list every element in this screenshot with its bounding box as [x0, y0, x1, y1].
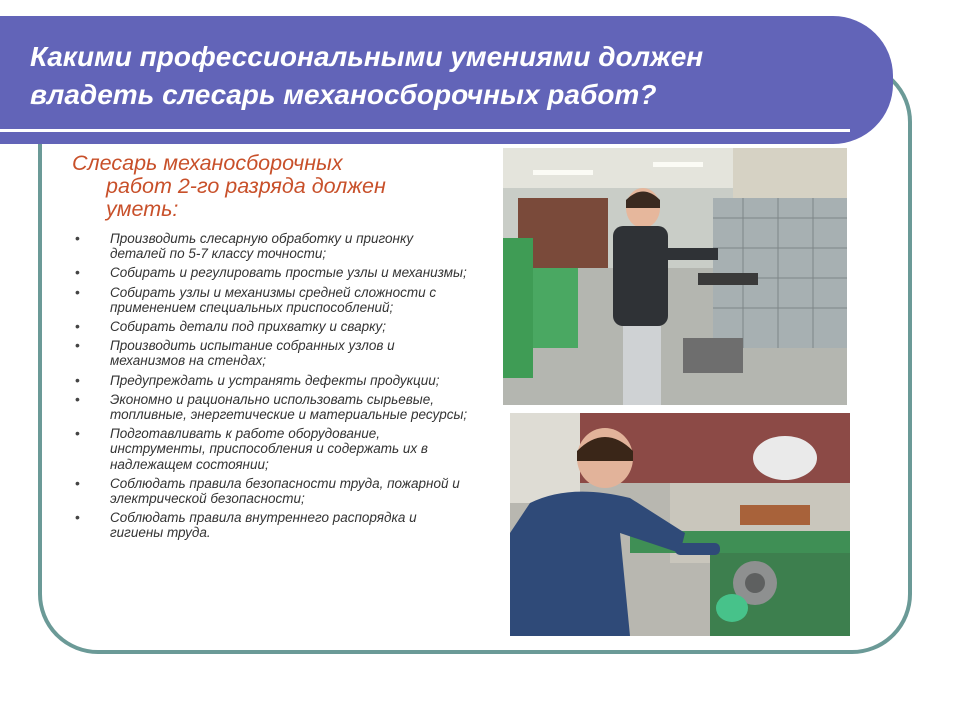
- list-item: [72, 285, 472, 315]
- list-item: [72, 373, 472, 388]
- slide-title-line-2: владеть слесарь механосборочных работ?: [30, 79, 657, 110]
- list-item: [72, 338, 472, 368]
- list-item-text: Производить слесарную обработку и пригонку деталей по 5-7 классу точности;: [110, 231, 414, 262]
- skills-list: [72, 231, 472, 541]
- list-item: [72, 426, 472, 472]
- list-item-text: Собирать узлы и механизмы средней сложности с применением специальных приспособлений;: [110, 284, 437, 315]
- bullet-icon: •: [75, 264, 80, 281]
- slide-title-line-1: Какими профессиональными умениями должен: [30, 41, 704, 72]
- bullet-icon: •: [75, 509, 80, 526]
- list-item: [72, 265, 472, 280]
- slide-title: [30, 38, 850, 114]
- list-item-text: Собирать детали под прихватку и сварку;: [110, 319, 386, 335]
- list-item-text: Предупреждать и устранять дефекты продукции;: [110, 372, 440, 388]
- section-heading-line-3: уметь:: [106, 197, 179, 221]
- list-item: [72, 476, 472, 506]
- grinding-machine-photo-illustration: [510, 413, 850, 636]
- list-item-text: Соблюдать правила внутреннего распорядка и гигиены труда.: [110, 510, 417, 541]
- bullet-icon: •: [75, 337, 80, 354]
- bullet-icon: •: [75, 230, 80, 246]
- list-item-text: Собирать и регулировать простые узлы и механизмы;: [110, 265, 467, 281]
- list-item: [72, 392, 472, 422]
- grinding-machine-photo: [510, 413, 850, 636]
- skills-section: [72, 152, 472, 545]
- section-heading-line-1: Слесарь механосборочных: [72, 151, 343, 175]
- bullet-icon: •: [75, 283, 80, 300]
- list-item: [72, 231, 472, 261]
- bullet-icon: •: [75, 371, 80, 388]
- section-heading-line-2: работ 2-го разряда должен: [106, 174, 386, 198]
- workshop-photo: [503, 148, 847, 405]
- bullet-icon: •: [75, 390, 80, 407]
- list-item-text: Подготавливать к работе оборудование, инструменты, приспособления и содержать их в надлежащем состоянии;: [110, 426, 428, 472]
- list-item-text: Соблюдать правила безопасности труда, пожарной и электрической безопасности;: [110, 475, 460, 507]
- list-item-text: Производить испытание собранных узлов и механизмов на стендах;: [110, 338, 395, 369]
- list-item-text: Экономно и рационально использовать сырьевые, топливные, энергетические и материальные ресурсы;: [110, 391, 468, 423]
- list-item: [72, 510, 472, 540]
- list-item: [72, 319, 472, 334]
- bullet-icon: •: [75, 425, 80, 442]
- section-heading: [72, 152, 472, 221]
- bullet-icon: •: [75, 474, 80, 491]
- workshop-photo-illustration: [503, 148, 847, 405]
- bullet-icon: •: [75, 318, 80, 335]
- title-underline: [0, 129, 850, 132]
